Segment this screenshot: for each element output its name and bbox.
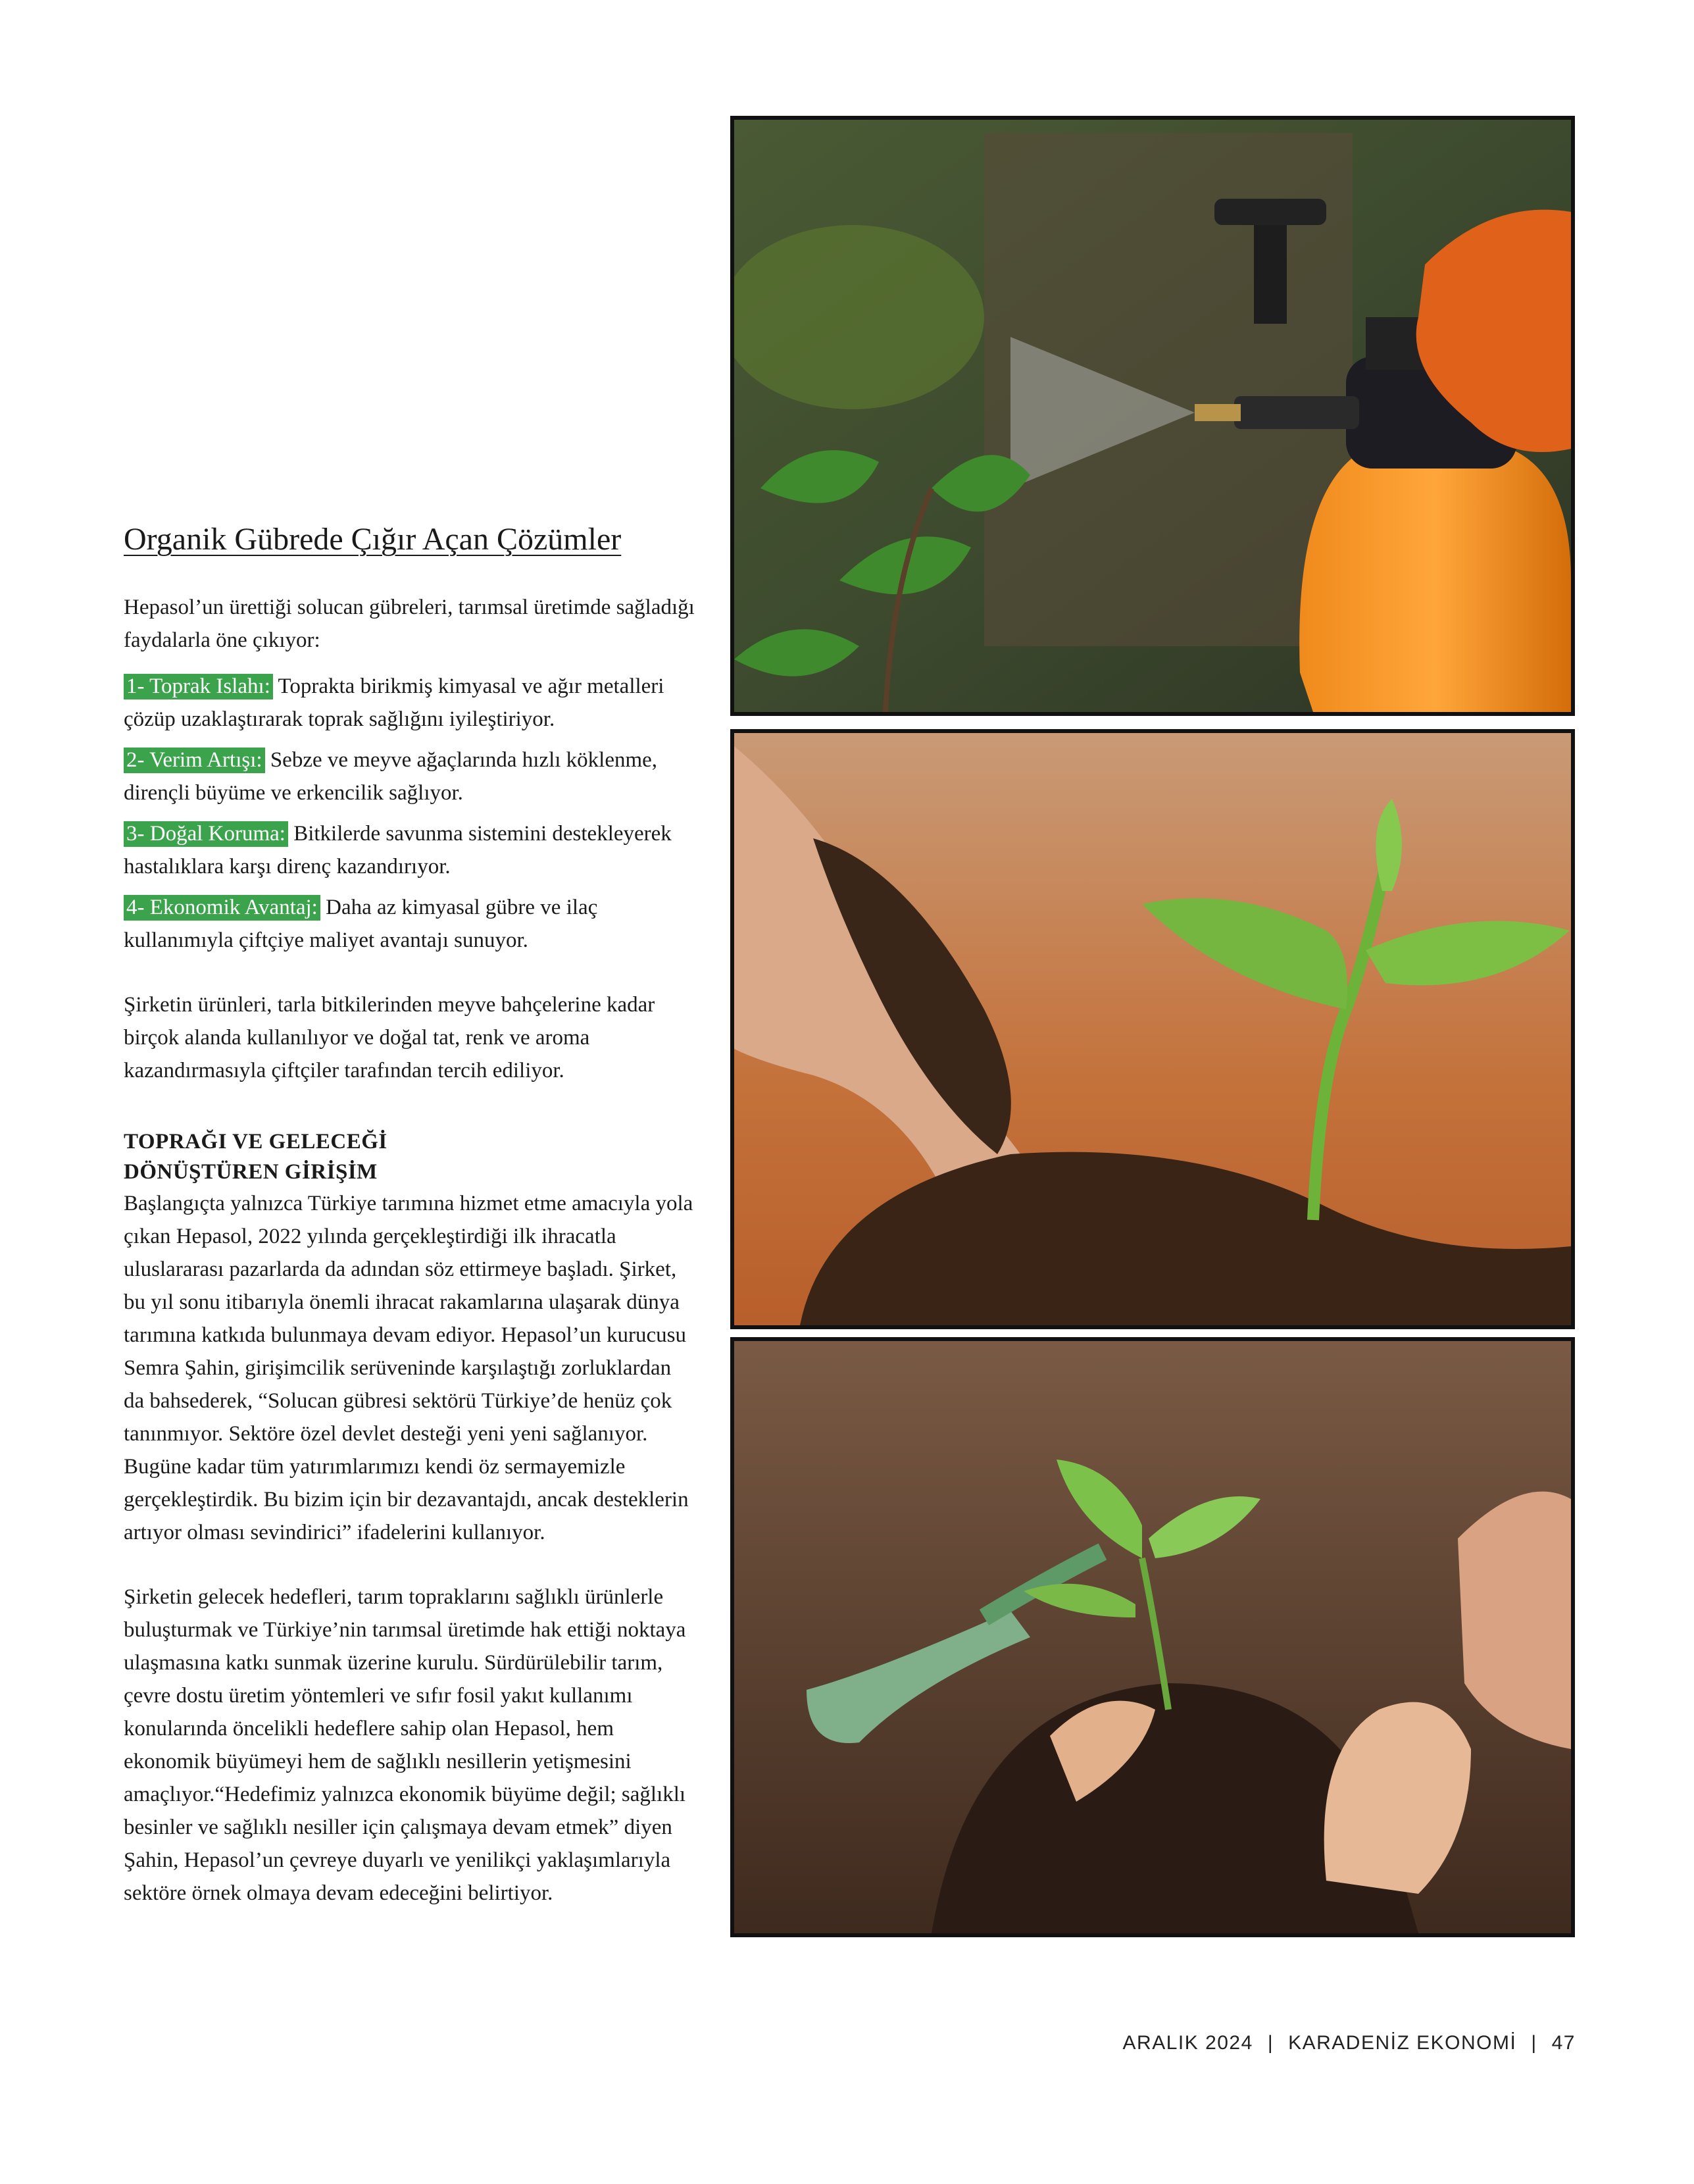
benefit-tag: 2- Verim Artışı:	[124, 748, 265, 773]
photo-child-planting	[730, 1337, 1575, 1937]
subheading	[124, 1127, 696, 1187]
sprayer-illustration	[734, 120, 1571, 712]
benefit-item	[124, 817, 696, 883]
page-footer	[1123, 2032, 1576, 2054]
soil-seedling-illustration	[734, 733, 1571, 1325]
benefit-tag: 4- Ekonomik Avantaj:	[124, 895, 320, 921]
benefit-tag: 1- Toprak Islahı:	[124, 674, 273, 699]
benefit-item	[124, 670, 696, 736]
planting-illustration	[734, 1341, 1571, 1933]
article-column	[124, 520, 696, 1910]
benefit-text: Sebze ve meyve ağaçlarında hızlı köklenme, dirençli büyüme ve erkencilik sağlıyor.	[124, 748, 658, 805]
body-paragraph: Şirketin gelecek hedefleri, tarım topraklarını sağlıklı ürünlerle buluşturmak ve Türkiye’nin tarımsal üretimde hak ettiği noktaya ulaşmasına katkı sunmak üzerine kurulu. Sürdürülebilir tarım, çevre dostu üretim yöntemleri ve sıfır fosil yakıt kullanımı konularında öncelikli hedeflere sahip olan Hepasol, hem ekonomik büyümeyi hem de sağlıklı nesillerin yetişmesini amaçlıyor.“Hedefimiz yalnızca ekonomik büyüme değil; sağlıklı besinler ve sağlıklı nesiller için çalışmaya devam etmek” diyen Şahin, Hepasol’un çevreye duyarlı ve yenilikçi yaklaşımlarıyla sektöre örnek olmaya devam edeceğini belirtiyor.	[124, 1585, 686, 1905]
magazine-name: KARADENİZ EKONOMİ	[1288, 2032, 1517, 2054]
body-paragraph: Başlangıçta yalnızca Türkiye tarımına hizmet etme amacıyla yola çıkan Hepasol, 2022 yılında gerçekleştirdiği ilk ihracatla uluslararası pazarlarda da adından söz ettirmeye başladı. Şirket, bu yıl sonu itibarıyla önemli ihracat rakamlarına ulaşarak dünya tarımına katkıda bulunmaya devam ediyor. Hepasol’un kurucusu Semra Şahin, girişimcilik serüveninde karşılaştığı zorluklardan da bahsederek, “Solucan gübresi sektörü Türkiye’de henüz çok tanınmıyor. Sektöre özel devlet desteği yeni yeni sağlanıyor. Bugüne kadar tüm yatırımlarımızı kendi öz sermayemizle gerçekleştirdik. Bu bizim için bir dezavantajdı, ancak desteklerin artıyor olması sevindirici” ifadelerini kullanıyor.	[124, 1192, 693, 1544]
subheading-line: DÖNÜŞTÜREN GİRİŞİM	[124, 1160, 378, 1184]
intro-paragraph: Hepasol’un ürettiği solucan gübreleri, tarımsal üretimde sağladığı faydalarla öne çıkıyor:	[124, 596, 695, 652]
section-title: Organik Gübrede Çığır Açan Çözümler	[124, 522, 622, 557]
subheading-line: TOPRAĞI VE GELECEĞİ	[124, 1130, 387, 1154]
body-paragraph: Şirketin ürünleri, tarla bitkilerinden meyve bahçelerine kadar birçok alanda kullanılıyor ve doğal tat, renk ve aroma kazandırmasıyla çiftçiler tarafından tercih ediliyor.	[124, 993, 655, 1082]
benefit-text: Toprakta birikmiş kimyasal ve ağır metalleri çözüp uzaklaştırarak toprak sağlığını iyileştiriyor.	[124, 674, 664, 731]
benefit-text: Daha az kimyasal gübre ve ilaç kullanımıyla çiftçiye maliyet avantajı sunuyor.	[124, 896, 598, 952]
issue-date: ARALIK 2024	[1122, 2032, 1253, 2054]
benefit-item	[124, 744, 696, 809]
photo-soil-hand	[730, 729, 1575, 1329]
benefit-tag: 3- Doğal Koruma:	[124, 821, 288, 847]
page-number: 47	[1551, 2032, 1576, 2054]
benefit-text: Bitkilerde savunma sistemini destekleyerek hastalıklara karşı direnç kazandırıyor.	[124, 822, 672, 878]
photo-sprayer	[730, 116, 1575, 716]
footer-separator: |	[1267, 2032, 1274, 2054]
footer-separator: |	[1531, 2032, 1537, 2054]
benefit-item	[124, 891, 696, 957]
